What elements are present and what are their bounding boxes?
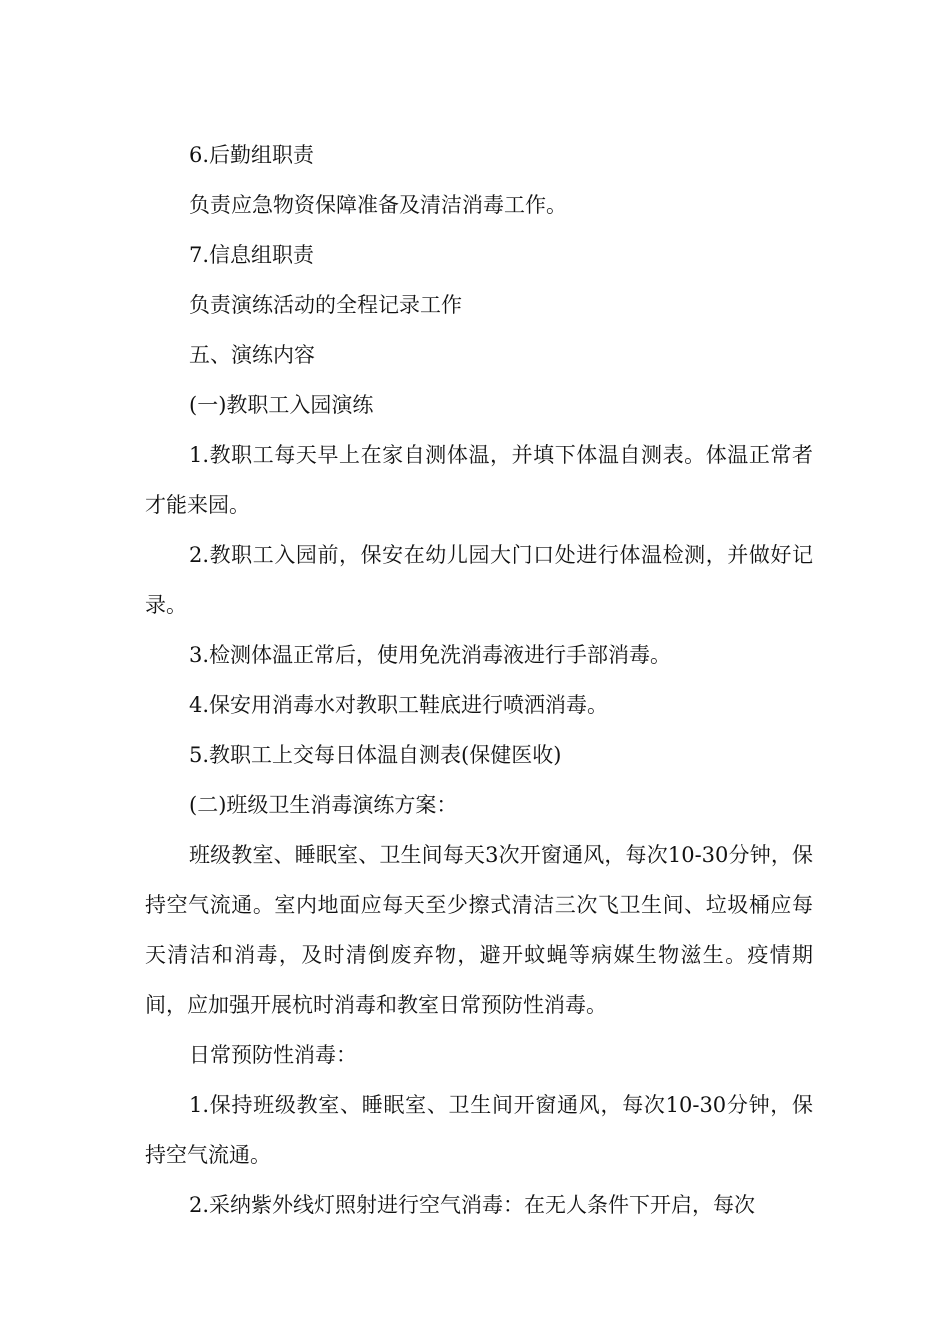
list-item-staff-1: 1.教职工每天早上在家自测体温，并填下体温自测表。体温正常者才能来园。 [145, 443, 813, 517]
list-item-daily-1: 1.保持班级教室、睡眠室、卫生间开窗通风，每次10-30分钟，保持空气流通。 [145, 1093, 813, 1167]
subheading-class-disinfection: (二)班级卫生消毒演练方案： [189, 793, 458, 817]
list-item-staff-4: 4.保安用消毒水对教职工鞋底进行喷洒消毒。 [189, 693, 609, 717]
document-body [145, 130, 813, 1230]
section-heading-drill-content: 五、演练内容 [189, 343, 315, 367]
subheading-staff-entry-drill: (一)教职工入园演练 [189, 393, 374, 417]
list-item-daily-2: 2.采纳紫外线灯照射进行空气消毒：在无人条件下开启，每次 [189, 1193, 756, 1217]
paragraph-class-disinfection: 班级教室、睡眠室、卫生间每天3次开窗通风，每次10-30分钟，保持空气流通。室内地面应每天至少擦式清洁三次飞卫生间、垃圾桶应每天清洁和消毒，及时清倒废弃物，避开蚊蝇等病媒生物滋生。疫情期间，应加强开展杭时消毒和教室日常预防性消毒。 [145, 843, 813, 1017]
subheading-daily-prevention: 日常预防性消毒： [189, 1043, 357, 1067]
list-item-staff-5: 5.教职工上交每日体温自测表(保健医收) [189, 743, 562, 767]
heading-logistics-duties: 6.后勤组职责 [189, 143, 315, 167]
heading-info-duties: 7.信息组职责 [189, 243, 315, 267]
paragraph-logistics-desc: 负责应急物资保障准备及清洁消毒工作。 [189, 193, 567, 217]
list-item-staff-3: 3.检测体温正常后，使用免洗消毒液进行手部消毒。 [189, 643, 672, 667]
list-item-staff-2: 2.教职工入园前，保安在幼儿园大门口处进行体温检测，并做好记录。 [145, 543, 813, 617]
paragraph-info-desc: 负责演练活动的全程记录工作 [189, 293, 462, 317]
